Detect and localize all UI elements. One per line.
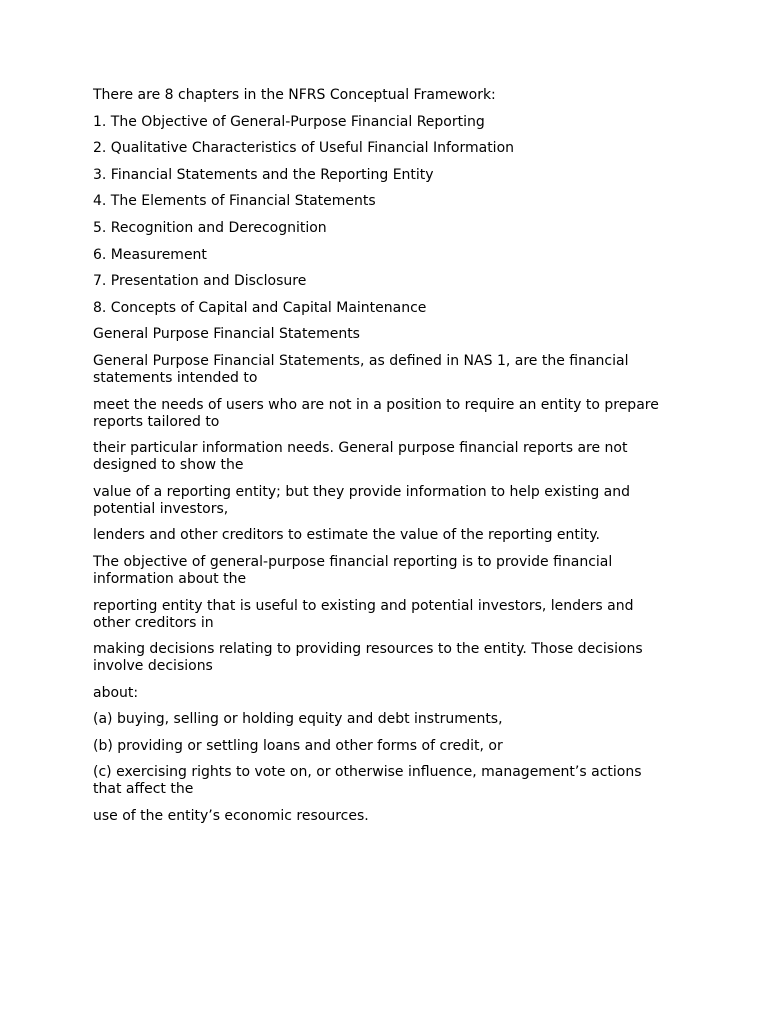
chapter-5-item: 5. Recognition and Derecognition xyxy=(93,219,327,236)
body-paragraph: making decisions relating to providing resources to the entity. Those decisions involve decisions xyxy=(93,641,643,675)
chapter-3-item: 3. Financial Statements and the Reporting Entity xyxy=(93,166,434,183)
chapter-4-item: 4. The Elements of Financial Statements xyxy=(93,193,376,210)
body-paragraph: The objective of general-purpose financial reporting is to provide financial information about the xyxy=(93,553,613,587)
body-paragraph: use of the entity’s economic resources. xyxy=(93,808,369,825)
body-paragraph: reporting entity that is useful to existing and potential investors, lenders and other creditors in xyxy=(93,597,634,631)
list-item-c: (c) exercising rights to vote on, or otherwise influence, management’s actions that affect the xyxy=(93,764,642,798)
body-paragraph: meet the needs of users who are not in a position to require an entity to prepare reports tailored to xyxy=(93,396,659,430)
body-paragraph: value of a reporting entity; but they provide information to help existing and potential investors, xyxy=(93,483,630,517)
list-item-b: (b) providing or settling loans and other forms of credit, or xyxy=(93,737,503,754)
chapter-7-item: 7. Presentation and Disclosure xyxy=(93,273,307,290)
chapter-6-item: 6. Measurement xyxy=(93,246,207,263)
body-paragraph: about: xyxy=(93,684,139,701)
body-paragraph: their particular information needs. General purpose financial reports are not designed to show the xyxy=(93,440,628,474)
list-item-a: (a) buying, selling or holding equity and debt instruments, xyxy=(93,711,503,728)
chapter-2-item: 2. Qualitative Characteristics of Useful Financial Information xyxy=(93,140,515,157)
body-paragraph: lenders and other creditors to estimate the value of the reporting entity. xyxy=(93,527,601,544)
chapter-1-item: 1. The Objective of General-Purpose Financial Reporting xyxy=(93,113,485,130)
chapter-8-item: 8. Concepts of Capital and Capital Maintenance xyxy=(93,299,427,316)
body-paragraph: General Purpose Financial Statements, as defined in NAS 1, are the financial statements intended to xyxy=(93,352,629,386)
intro-paragraph: There are 8 chapters in the NFRS Conceptual Framework: xyxy=(93,87,496,103)
document-page xyxy=(93,87,673,835)
section-heading: General Purpose Financial Statements xyxy=(93,326,360,343)
